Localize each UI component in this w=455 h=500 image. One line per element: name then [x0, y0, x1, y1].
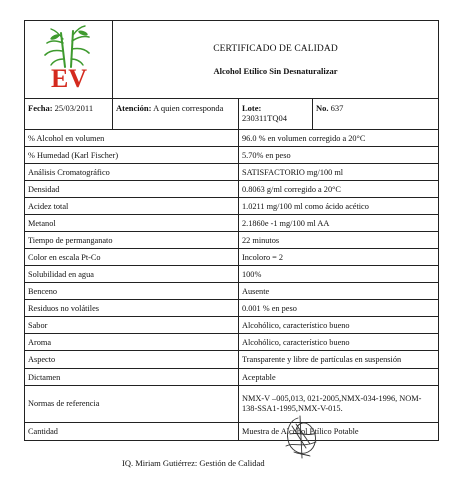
handwritten-signature [276, 412, 324, 460]
param-value: Muestra de Alcohol Etílico Potable [239, 423, 439, 441]
fecha-value: 25/03/2011 [54, 103, 94, 113]
param-label: Normas de referencia [25, 386, 239, 423]
logo-letters: EV [50, 64, 88, 93]
title-cell [113, 21, 439, 99]
signer-name: IQ. Miriam Gutiérrez: Gestión de Calidad [122, 458, 265, 468]
param-label: Aroma [25, 334, 239, 351]
param-value: Ausente [239, 283, 439, 300]
param-value: Alcohólico, característico bueno [239, 317, 439, 334]
atencion-label: Atención: [116, 103, 152, 113]
param-label: Color en escala Pt-Co [25, 249, 239, 266]
param-value: 0.8063 g/ml corregido a 20°C [239, 181, 439, 198]
param-label: Aspecto [25, 351, 239, 369]
param-value: 2.1860e -1 mg/100 ml AA [239, 215, 439, 232]
lote-cell [239, 99, 313, 130]
certificate-table [24, 20, 439, 441]
lote-value: 230311TQ04 [242, 113, 288, 123]
param-label: Análisis Cromatográfico [25, 164, 239, 181]
document-title: CERTIFICADO DE CALIDAD [213, 43, 338, 54]
param-label: Tiempo de permanganato [25, 232, 239, 249]
param-label: Cantidad [25, 423, 239, 441]
param-value: SATISFACTORIO mg/100 ml [239, 164, 439, 181]
atencion-value: A quien corresponda [153, 103, 224, 113]
param-label: Dictamen [25, 369, 239, 386]
param-label: % Humedad (Karl Fischer) [25, 147, 239, 164]
param-label: Benceno [25, 283, 239, 300]
company-logo [25, 21, 113, 93]
param-label: % Alcohol en volumen [25, 130, 239, 147]
param-value: 22 minutos [239, 232, 439, 249]
fecha-label: Fecha: [28, 103, 53, 113]
param-value: NMX-V –005,013, 021-2005,NMX-034-1996, NOM-138-SSA1-1995,NMX-V-015. [239, 386, 439, 423]
logo-cell [25, 21, 113, 99]
document-subtitle: Alcohol Etílico Sin Desnaturalizar [213, 65, 338, 76]
param-value: 100% [239, 266, 439, 283]
param-value: Aceptable [239, 369, 439, 386]
param-value: Transparente y libre de partículas en suspensión [239, 351, 439, 369]
param-value: Alcohólico, característico bueno [239, 334, 439, 351]
atencion-cell [113, 99, 239, 130]
param-label: Metanol [25, 215, 239, 232]
param-label: Solubilidad en agua [25, 266, 239, 283]
param-value: 1.0211 mg/100 ml como ácido acético [239, 198, 439, 215]
numero-value: 637 [330, 103, 344, 113]
param-label: Acidez total [25, 198, 239, 215]
fecha-cell [25, 99, 113, 130]
numero-label: No. [316, 103, 329, 113]
param-label: Residuos no volátiles [25, 300, 239, 317]
param-value: 96.0 % en volumen corregido a 20°C [239, 130, 439, 147]
numero-cell [313, 99, 439, 130]
param-value: Incoloro = 2 [239, 249, 439, 266]
param-value: 0.001 % en peso [239, 300, 439, 317]
param-label: Sabor [25, 317, 239, 334]
lote-label: Lote: [242, 103, 262, 113]
param-label: Densidad [25, 181, 239, 198]
param-value: 5.70% en peso [239, 147, 439, 164]
certificate-document [24, 20, 438, 441]
